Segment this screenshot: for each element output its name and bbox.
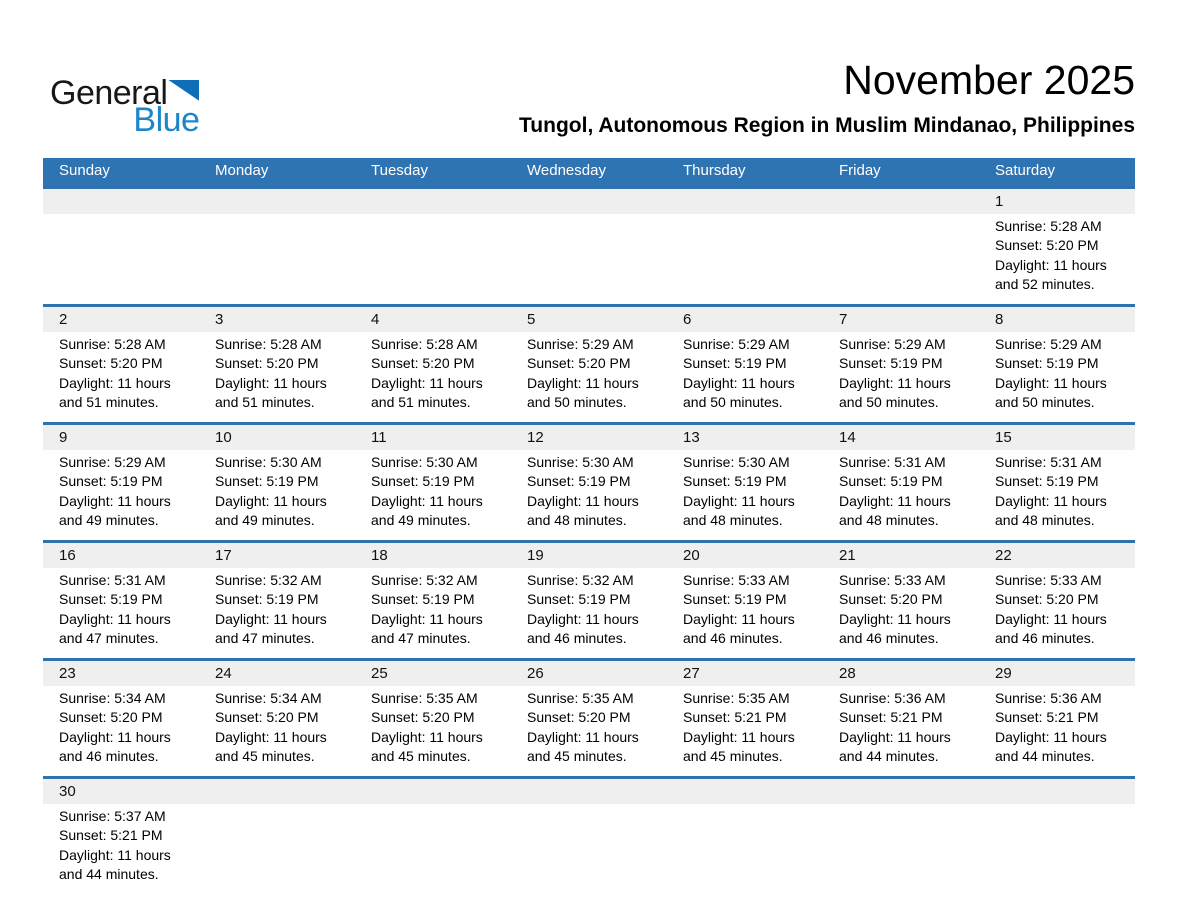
weekday-header-sunday: Sunday (43, 158, 199, 187)
day-number: 9 (59, 428, 68, 446)
day-number-band (823, 779, 979, 804)
sunset-text: Sunset: 5:20 PM (59, 709, 163, 725)
day-number-band (511, 661, 667, 686)
empty-cell (511, 187, 667, 305)
day-number: 22 (995, 546, 1012, 564)
day-number-band (199, 661, 355, 686)
sunset-text: Sunset: 5:20 PM (995, 591, 1099, 607)
sunset-text: Sunset: 5:19 PM (59, 473, 163, 489)
day-cell-7 (823, 305, 979, 423)
day-details (823, 450, 979, 540)
day-number-band (823, 543, 979, 568)
daylight-text-line1: Daylight: 11 hours (371, 728, 483, 745)
sunrise-text: Sunrise: 5:31 AM (839, 453, 946, 470)
weekday-header-wednesday: Wednesday (511, 158, 667, 187)
page-title: November 2025 (843, 57, 1135, 103)
day-number-band (667, 189, 823, 214)
day-number-band (199, 543, 355, 568)
sunset-text: Sunset: 5:19 PM (683, 591, 787, 607)
daylight-text-line1: Daylight: 11 hours (839, 374, 951, 391)
day-details (511, 450, 667, 540)
sunrise-text: Sunrise: 5:29 AM (59, 453, 166, 470)
sunrise-text: Sunrise: 5:28 AM (215, 335, 322, 352)
day-details (43, 686, 199, 776)
sunrise-text: Sunrise: 5:32 AM (215, 571, 322, 588)
day-details (43, 332, 199, 422)
day-number: 5 (527, 310, 536, 328)
daylight-text-line1: Daylight: 11 hours (59, 492, 171, 509)
day-number: 26 (527, 664, 544, 682)
day-cell-24 (199, 659, 355, 777)
daylight-text-line1: Daylight: 11 hours (839, 492, 951, 509)
day-number: 14 (839, 428, 856, 446)
day-number-band (43, 189, 199, 214)
day-number-band (667, 425, 823, 450)
day-number-band (355, 661, 511, 686)
day-number: 18 (371, 546, 388, 564)
week-row-6 (43, 777, 1135, 894)
day-number-band (355, 779, 511, 804)
daylight-text-line1: Daylight: 11 hours (839, 728, 951, 745)
day-details (823, 332, 979, 422)
daylight-text-line2: and 47 minutes. (371, 630, 471, 646)
general-blue-logo (50, 76, 199, 137)
day-number-band (667, 661, 823, 686)
daylight-text-line1: Daylight: 11 hours (215, 610, 327, 627)
day-number-band (979, 543, 1135, 568)
day-number-band (43, 661, 199, 686)
day-cell-23 (43, 659, 199, 777)
day-cell-6 (667, 305, 823, 423)
daylight-text-line1: Daylight: 11 hours (59, 610, 171, 627)
empty-cell (199, 187, 355, 305)
daylight-text-line2: and 49 minutes. (59, 512, 159, 528)
day-details (979, 214, 1135, 304)
sunrise-text: Sunrise: 5:30 AM (527, 453, 634, 470)
sunset-text: Sunset: 5:19 PM (371, 473, 475, 489)
sunset-text: Sunset: 5:20 PM (215, 709, 319, 725)
day-number-band (199, 307, 355, 332)
day-number: 1 (995, 192, 1004, 210)
day-number: 12 (527, 428, 544, 446)
daylight-text-line2: and 44 minutes. (839, 748, 939, 764)
day-number: 19 (527, 546, 544, 564)
empty-cell (355, 777, 511, 894)
day-number-band (43, 425, 199, 450)
daylight-text-line1: Daylight: 11 hours (215, 374, 327, 391)
empty-cell (355, 187, 511, 305)
daylight-text-line1: Daylight: 11 hours (683, 374, 795, 391)
sunset-text: Sunset: 5:21 PM (59, 827, 163, 843)
sunset-text: Sunset: 5:19 PM (995, 355, 1099, 371)
calendar-weekday-header (43, 158, 1135, 187)
daylight-text-line1: Daylight: 11 hours (683, 728, 795, 745)
daylight-text-line2: and 49 minutes. (215, 512, 315, 528)
sunset-text: Sunset: 5:19 PM (215, 591, 319, 607)
empty-cell (43, 187, 199, 305)
day-cell-15 (979, 423, 1135, 541)
day-number: 11 (371, 428, 387, 446)
day-number-band (511, 543, 667, 568)
day-details (823, 686, 979, 776)
sunrise-text: Sunrise: 5:35 AM (683, 689, 790, 706)
day-number-band (199, 189, 355, 214)
day-number: 20 (683, 546, 700, 564)
sunrise-text: Sunrise: 5:30 AM (215, 453, 322, 470)
weekday-header-thursday: Thursday (667, 158, 823, 187)
day-cell-11 (355, 423, 511, 541)
day-details (823, 568, 979, 658)
day-details (199, 568, 355, 658)
day-number-band (355, 425, 511, 450)
sunrise-text: Sunrise: 5:28 AM (371, 335, 478, 352)
daylight-text-line2: and 50 minutes. (995, 394, 1095, 410)
sunrise-text: Sunrise: 5:29 AM (683, 335, 790, 352)
sunrise-text: Sunrise: 5:29 AM (995, 335, 1102, 352)
day-cell-21 (823, 541, 979, 659)
sunset-text: Sunset: 5:19 PM (371, 591, 475, 607)
day-number-band (43, 779, 199, 804)
day-cell-22 (979, 541, 1135, 659)
day-cell-28 (823, 659, 979, 777)
day-number: 16 (59, 546, 76, 564)
day-details (667, 568, 823, 658)
page-subtitle: Tungol, Autonomous Region in Muslim Mindanao, Philippines (519, 114, 1135, 138)
sunset-text: Sunset: 5:21 PM (995, 709, 1099, 725)
daylight-text-line2: and 52 minutes. (995, 276, 1095, 292)
day-number-band (511, 425, 667, 450)
daylight-text-line2: and 51 minutes. (371, 394, 471, 410)
daylight-text-line2: and 45 minutes. (527, 748, 627, 764)
sunset-text: Sunset: 5:19 PM (839, 473, 943, 489)
day-cell-2 (43, 305, 199, 423)
empty-cell (199, 777, 355, 894)
day-cell-12 (511, 423, 667, 541)
page-header (0, 0, 1188, 158)
daylight-text-line2: and 48 minutes. (527, 512, 627, 528)
sunrise-text: Sunrise: 5:32 AM (527, 571, 634, 588)
daylight-text-line2: and 50 minutes. (527, 394, 627, 410)
empty-cell (667, 777, 823, 894)
day-number: 7 (839, 310, 848, 328)
day-details (43, 804, 199, 894)
sunset-text: Sunset: 5:19 PM (527, 473, 631, 489)
day-number-band (43, 543, 199, 568)
daylight-text-line2: and 45 minutes. (215, 748, 315, 764)
sunrise-text: Sunrise: 5:35 AM (527, 689, 634, 706)
sunrise-text: Sunrise: 5:33 AM (995, 571, 1102, 588)
day-details (979, 568, 1135, 658)
sunset-text: Sunset: 5:20 PM (371, 355, 475, 371)
day-details (667, 686, 823, 776)
day-details (355, 332, 511, 422)
day-details (199, 686, 355, 776)
weekday-header-monday: Monday (199, 158, 355, 187)
sunset-text: Sunset: 5:21 PM (839, 709, 943, 725)
week-row-3 (43, 423, 1135, 541)
sunset-text: Sunset: 5:21 PM (683, 709, 787, 725)
daylight-text-line2: and 46 minutes. (59, 748, 159, 764)
day-details (979, 332, 1135, 422)
weekday-row (43, 158, 1135, 187)
daylight-text-line2: and 45 minutes. (683, 748, 783, 764)
sunset-text: Sunset: 5:20 PM (995, 237, 1099, 253)
week-row-1 (43, 187, 1135, 305)
daylight-text-line2: and 50 minutes. (683, 394, 783, 410)
day-number: 17 (215, 546, 232, 564)
day-number: 15 (995, 428, 1012, 446)
sunset-text: Sunset: 5:20 PM (527, 355, 631, 371)
sunrise-text: Sunrise: 5:28 AM (59, 335, 166, 352)
day-number: 6 (683, 310, 692, 328)
daylight-text-line1: Daylight: 11 hours (215, 728, 327, 745)
week-row-5 (43, 659, 1135, 777)
day-details (979, 450, 1135, 540)
sunrise-text: Sunrise: 5:33 AM (683, 571, 790, 588)
logo-general-text: General (50, 74, 168, 112)
calendar-table (43, 158, 1135, 894)
day-cell-10 (199, 423, 355, 541)
sunset-text: Sunset: 5:20 PM (527, 709, 631, 725)
sunset-text: Sunset: 5:19 PM (527, 591, 631, 607)
daylight-text-line1: Daylight: 11 hours (527, 374, 639, 391)
day-cell-20 (667, 541, 823, 659)
daylight-text-line1: Daylight: 11 hours (683, 492, 795, 509)
day-number-band (199, 425, 355, 450)
day-details (355, 686, 511, 776)
day-cell-3 (199, 305, 355, 423)
daylight-text-line1: Daylight: 11 hours (371, 610, 483, 627)
sunset-text: Sunset: 5:20 PM (215, 355, 319, 371)
sunrise-text: Sunrise: 5:31 AM (995, 453, 1102, 470)
day-cell-13 (667, 423, 823, 541)
sunset-text: Sunset: 5:20 PM (839, 591, 943, 607)
day-number-band (979, 661, 1135, 686)
daylight-text-line2: and 49 minutes. (371, 512, 471, 528)
day-cell-29 (979, 659, 1135, 777)
day-details (355, 568, 511, 658)
day-number: 24 (215, 664, 232, 682)
day-number: 29 (995, 664, 1012, 682)
daylight-text-line2: and 48 minutes. (839, 512, 939, 528)
day-number-band (667, 779, 823, 804)
day-number: 27 (683, 664, 700, 682)
daylight-text-line2: and 46 minutes. (995, 630, 1095, 646)
daylight-text-line1: Daylight: 11 hours (683, 610, 795, 627)
day-number: 23 (59, 664, 76, 682)
daylight-text-line1: Daylight: 11 hours (59, 728, 171, 745)
daylight-text-line1: Daylight: 11 hours (527, 610, 639, 627)
sunset-text: Sunset: 5:19 PM (683, 355, 787, 371)
day-number-band (979, 779, 1135, 804)
day-cell-30 (43, 777, 199, 894)
day-number-band (979, 425, 1135, 450)
title-block (235, 58, 1135, 138)
empty-cell (667, 187, 823, 305)
week-row-4 (43, 541, 1135, 659)
sunset-text: Sunset: 5:20 PM (59, 355, 163, 371)
daylight-text-line1: Daylight: 11 hours (527, 728, 639, 745)
day-number-band (511, 307, 667, 332)
daylight-text-line1: Daylight: 11 hours (527, 492, 639, 509)
sunset-text: Sunset: 5:19 PM (683, 473, 787, 489)
day-cell-14 (823, 423, 979, 541)
daylight-text-line2: and 48 minutes. (995, 512, 1095, 528)
day-cell-25 (355, 659, 511, 777)
daylight-text-line1: Daylight: 11 hours (839, 610, 951, 627)
daylight-text-line2: and 44 minutes. (995, 748, 1095, 764)
day-details (511, 568, 667, 658)
day-number-band (667, 543, 823, 568)
daylight-text-line2: and 51 minutes. (59, 394, 159, 410)
daylight-text-line2: and 46 minutes. (839, 630, 939, 646)
sunset-text: Sunset: 5:19 PM (995, 473, 1099, 489)
day-cell-18 (355, 541, 511, 659)
day-number: 30 (59, 782, 76, 800)
sunrise-text: Sunrise: 5:34 AM (215, 689, 322, 706)
sunset-text: Sunset: 5:19 PM (215, 473, 319, 489)
day-details (199, 450, 355, 540)
day-number: 25 (371, 664, 388, 682)
day-number-band (43, 307, 199, 332)
day-number: 21 (839, 546, 856, 564)
daylight-text-line2: and 51 minutes. (215, 394, 315, 410)
sunrise-text: Sunrise: 5:30 AM (371, 453, 478, 470)
day-number-band (667, 307, 823, 332)
day-number: 2 (59, 310, 68, 328)
day-details (43, 568, 199, 658)
logo-blue-text: Blue (133, 101, 200, 139)
daylight-text-line1: Daylight: 11 hours (371, 374, 483, 391)
day-number-band (199, 779, 355, 804)
day-cell-8 (979, 305, 1135, 423)
day-number: 13 (683, 428, 700, 446)
sunrise-text: Sunrise: 5:31 AM (59, 571, 166, 588)
daylight-text-line1: Daylight: 11 hours (215, 492, 327, 509)
daylight-text-line1: Daylight: 11 hours (995, 256, 1107, 273)
daylight-text-line1: Daylight: 11 hours (995, 374, 1107, 391)
day-number-band (823, 661, 979, 686)
day-number-band (979, 307, 1135, 332)
daylight-text-line2: and 46 minutes. (527, 630, 627, 646)
daylight-text-line2: and 45 minutes. (371, 748, 471, 764)
daylight-text-line2: and 46 minutes. (683, 630, 783, 646)
sunrise-text: Sunrise: 5:32 AM (371, 571, 478, 588)
day-details (979, 686, 1135, 776)
daylight-text-line1: Daylight: 11 hours (995, 492, 1107, 509)
sunrise-text: Sunrise: 5:36 AM (839, 689, 946, 706)
sunrise-text: Sunrise: 5:34 AM (59, 689, 166, 706)
day-details (667, 332, 823, 422)
day-number: 8 (995, 310, 1004, 328)
daylight-text-line1: Daylight: 11 hours (995, 728, 1107, 745)
daylight-text-line2: and 47 minutes. (215, 630, 315, 646)
sunrise-text: Sunrise: 5:30 AM (683, 453, 790, 470)
day-cell-27 (667, 659, 823, 777)
sunset-text: Sunset: 5:19 PM (59, 591, 163, 607)
empty-cell (979, 777, 1135, 894)
day-details (511, 686, 667, 776)
day-number-band (355, 543, 511, 568)
sunrise-text: Sunrise: 5:37 AM (59, 807, 166, 824)
empty-cell (511, 777, 667, 894)
day-number-band (511, 779, 667, 804)
sunrise-text: Sunrise: 5:29 AM (839, 335, 946, 352)
sunset-text: Sunset: 5:19 PM (839, 355, 943, 371)
daylight-text-line1: Daylight: 11 hours (995, 610, 1107, 627)
day-number: 10 (215, 428, 232, 446)
weekday-header-friday: Friday (823, 158, 979, 187)
sunrise-text: Sunrise: 5:29 AM (527, 335, 634, 352)
day-cell-26 (511, 659, 667, 777)
sunset-text: Sunset: 5:20 PM (371, 709, 475, 725)
sunrise-text: Sunrise: 5:36 AM (995, 689, 1102, 706)
week-row-2 (43, 305, 1135, 423)
sunrise-text: Sunrise: 5:35 AM (371, 689, 478, 706)
daylight-text-line2: and 44 minutes. (59, 866, 159, 882)
day-number-band (511, 189, 667, 214)
day-details (355, 450, 511, 540)
day-number: 28 (839, 664, 856, 682)
sunrise-text: Sunrise: 5:28 AM (995, 217, 1102, 234)
sunrise-text: Sunrise: 5:33 AM (839, 571, 946, 588)
daylight-text-line2: and 50 minutes. (839, 394, 939, 410)
daylight-text-line2: and 48 minutes. (683, 512, 783, 528)
day-cell-17 (199, 541, 355, 659)
day-details (511, 332, 667, 422)
empty-cell (823, 777, 979, 894)
day-details (199, 332, 355, 422)
day-number: 4 (371, 310, 380, 328)
day-cell-4 (355, 305, 511, 423)
daylight-text-line1: Daylight: 11 hours (59, 374, 171, 391)
day-number-band (823, 189, 979, 214)
day-cell-16 (43, 541, 199, 659)
day-cell-19 (511, 541, 667, 659)
day-number-band (823, 425, 979, 450)
daylight-text-line1: Daylight: 11 hours (59, 846, 171, 863)
empty-cell (823, 187, 979, 305)
day-details (43, 450, 199, 540)
calendar-body (43, 187, 1135, 894)
day-number-band (823, 307, 979, 332)
day-number-band (979, 189, 1135, 214)
daylight-text-line2: and 47 minutes. (59, 630, 159, 646)
day-cell-5 (511, 305, 667, 423)
day-cell-9 (43, 423, 199, 541)
daylight-text-line1: Daylight: 11 hours (371, 492, 483, 509)
weekday-header-tuesday: Tuesday (355, 158, 511, 187)
day-number-band (355, 307, 511, 332)
day-cell-1 (979, 187, 1135, 305)
weekday-header-saturday: Saturday (979, 158, 1135, 187)
day-number: 3 (215, 310, 224, 328)
day-number-band (355, 189, 511, 214)
logo-triangle-icon (168, 80, 199, 101)
day-details (667, 450, 823, 540)
